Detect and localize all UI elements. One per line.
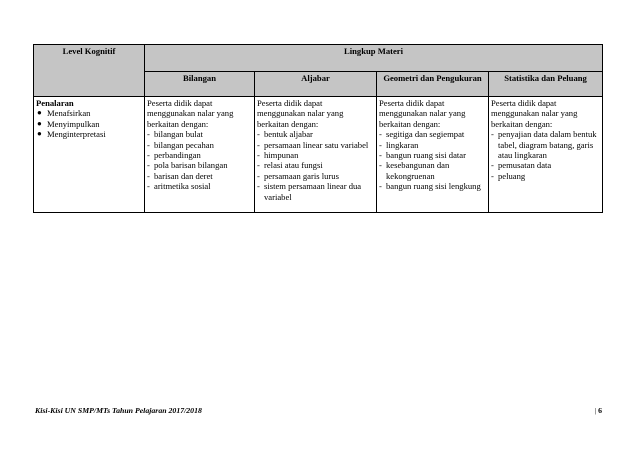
topic-list <box>257 129 374 202</box>
list-item: - bangun ruang sisi lengkung <box>379 181 481 192</box>
list-item: - peluang <box>491 170 526 181</box>
list-item: ● Menafsirkan <box>37 108 91 119</box>
list-item: - penyajian data dalam bentuk tabel, diagram batang, garis atau lingkaran <box>491 129 597 161</box>
bullet-icon: ● <box>37 129 42 139</box>
cell-statistika <box>489 97 603 213</box>
cell-geometri <box>377 97 489 213</box>
cell-intro: Peserta didik dapat menggunakan nalar yang berkaitan dengan: <box>491 98 578 129</box>
list-item: - bilangan pecahan <box>147 139 214 150</box>
level-list <box>36 108 142 139</box>
bullet-icon: ● <box>37 108 42 118</box>
list-item: - segitiga dan segiempat <box>379 129 465 140</box>
cell-intro: Peserta didik dapat menggunakan nalar yang berkaitan dengan: <box>257 98 344 129</box>
level-title: Penalaran <box>36 98 74 108</box>
list-item: - bentuk aljabar <box>257 129 313 140</box>
cell-level-kognitif <box>34 97 145 213</box>
list-item: - pola barisan bilangan <box>147 160 228 171</box>
topic-list <box>147 129 252 191</box>
list-item: - sistem persamaan linear dua variabel <box>257 181 362 202</box>
cell-aljabar <box>255 97 377 213</box>
header-level-kognitif: Level Kognitif <box>34 45 145 97</box>
list-item: - bangun ruang sisi datar <box>379 150 466 161</box>
cell-intro: Peserta didik dapat menggunakan nalar yang berkaitan dengan: <box>147 98 234 129</box>
list-item: - pemusatan data <box>491 160 552 171</box>
cell-intro: Peserta didik dapat menggunakan nalar yang berkaitan dengan: <box>379 98 466 129</box>
list-item: - perbandingan <box>147 150 201 161</box>
kisi-kisi-table <box>33 44 603 213</box>
bullet-icon: ● <box>37 118 42 128</box>
list-item: ● Menginterpretasi <box>37 129 106 140</box>
list-item: - bilangan bulat <box>147 129 203 140</box>
topic-list <box>379 129 486 191</box>
list-item: - persamaan garis lurus <box>257 170 339 181</box>
list-item: - persamaan linear satu variabel <box>257 139 369 150</box>
header-aljabar: Aljabar <box>255 72 377 97</box>
list-item: - barisan dan deret <box>147 170 213 181</box>
list-item: ● Menyimpulkan <box>37 118 100 129</box>
cell-bilangan <box>145 97 255 213</box>
header-lingkup-materi: Lingkup Materi <box>145 45 603 72</box>
list-item: - kesebangunan dan kekongruenan <box>379 160 450 181</box>
header-geometri: Geometri dan Pengukuran <box>377 72 489 97</box>
topic-list <box>491 129 600 181</box>
list-item: - aritmetika sosial <box>147 181 211 192</box>
page-number: 6 <box>598 406 602 415</box>
footer-document-title: Kisi-Kisi UN SMP/MTs Tahun Pelajaran 2017/2018 <box>35 406 202 415</box>
footer-separator: | <box>594 406 597 415</box>
header-bilangan: Bilangan <box>145 72 255 97</box>
list-item: - relasi atau fungsi <box>257 160 323 171</box>
list-item: - himpunan <box>257 150 299 161</box>
table-row <box>34 97 603 213</box>
footer-page-number <box>595 406 602 415</box>
list-item: - lingkaran <box>379 139 419 150</box>
header-statistika: Statistika dan Peluang <box>489 72 603 97</box>
